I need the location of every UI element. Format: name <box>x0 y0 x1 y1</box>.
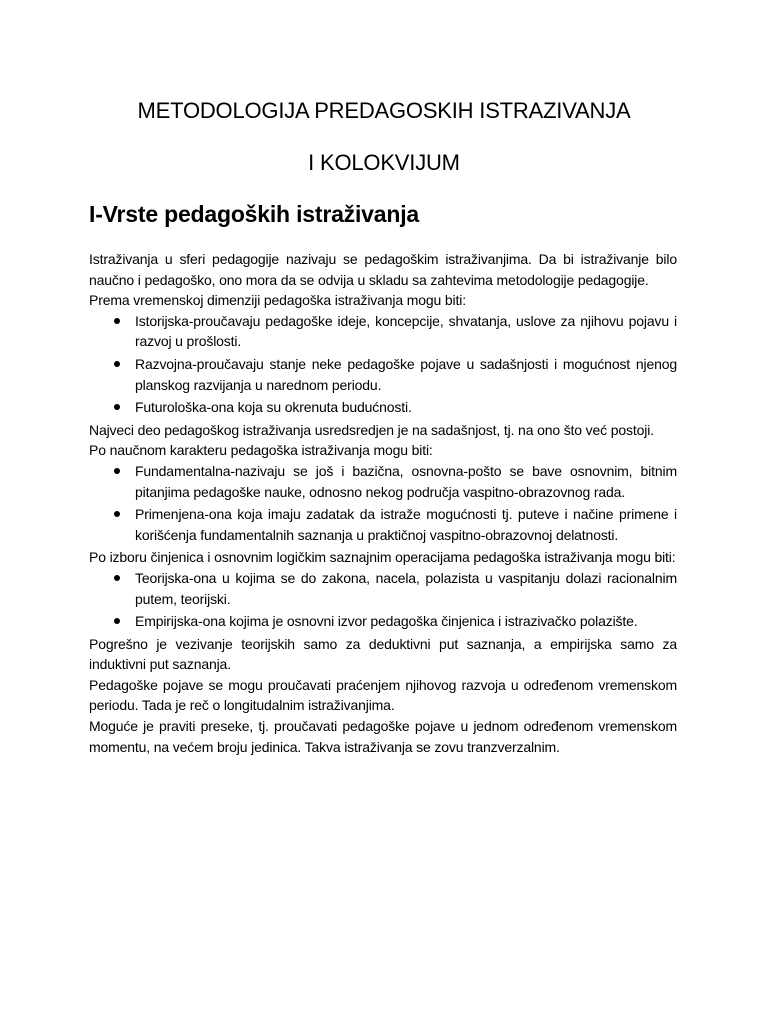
list-item <box>89 504 677 545</box>
scientific-character-list <box>89 461 677 545</box>
list-item-text: Primenjena-ona koja imaju zadatak da istraže mogućnosti tj. puteve i načine primene i korišćenja fundamentalnih saznanja u praktičnoj vaspitno-obrazovnoj delatnosti. <box>135 506 677 543</box>
document-title-line-1: METODOLOGIJA PREDAGOSKIH ISTRAZIVANJA <box>137 98 631 123</box>
list-item-text: Istorijska-proučavaju pedagoške ideje, koncepcije, shvatanja, uslove za njihovu pojavu i razvoj u prošlosti. <box>135 312 677 350</box>
section-heading: I-Vrste pedagoških istraživanja <box>89 201 419 227</box>
list-item <box>89 311 677 352</box>
time-dimension-list <box>89 311 677 418</box>
list-item-text: Futurološka-ona koja su okrenuta budućnosti. <box>135 399 412 416</box>
list-item <box>89 397 677 418</box>
list-item-text: Empirijska-ona kojima je osnovni izvor pedagoška činjenica i istrazivačko polazište. <box>135 613 638 630</box>
list-item-text: Razvojna-proučavaju stanje neke pedagoške pojave u sadašnjosti i mogućnost njenog planskog razvijanja u narednom periodu. <box>135 355 677 393</box>
list-item <box>89 611 677 632</box>
closing-paragraph: Pedagoške pojave se mogu proučavati praćenjem njihovog razvoja u određenom vremenskom periodu. Tada je reč o longitudalnim istraživanjima. <box>89 676 677 714</box>
closing-paragraph: Moguće je praviti preseke, tj. proučavati pedagoške pojave u jednom određenom vremenskom momentu, na većem broju jedinica. Takva istraživanja se zovu tranzverzalnim. <box>89 718 677 755</box>
list-item <box>89 568 677 609</box>
list-item <box>89 461 677 502</box>
list-item-text: Fundamentalna-nazivaju se još i bazična, osnovna-pošto se bave osnovnim, bitnim pitanjima pedagoške nauke, odnosno nekog područja vaspitno-obrazovnog rada. <box>135 462 677 500</box>
bullet-icon <box>114 575 120 581</box>
time-dimension-lead: Prema vremenskoj dimenziji pedagoška istraživanja mogu biti: <box>89 292 466 309</box>
bullet-icon <box>114 404 120 410</box>
scientific-character-lead: Po naučnom karakteru pedagoška istraživanja mogu biti: <box>89 442 433 459</box>
present-note-paragraph: Najveci deo pedagoškog istraživanja usredsredjen je na sadašnjost, tj. na ono što već postoji. <box>89 421 654 438</box>
bullet-icon <box>114 511 120 517</box>
document-title-line-2: I KOLOKVIJUM <box>308 150 460 175</box>
bullet-icon <box>114 318 120 324</box>
document-body <box>89 249 677 757</box>
closing-paragraph: Pogrešno je vezivanje teorijskih samo za deduktivni put saznanja, a empirijska samo za induktivni put saznanja. <box>89 635 677 673</box>
bullet-icon <box>114 468 120 474</box>
fact-selection-lead: Po izboru činjenica i osnovnim logičkim saznajnim operacijama pedagoška istraživanja mogu biti: <box>89 549 676 566</box>
fact-selection-list <box>89 568 677 632</box>
bullet-icon <box>114 361 120 367</box>
bullet-icon <box>114 618 120 624</box>
list-item-text: Teorijska-ona u kojima se do zakona, nacela, polazista u vaspitanju dolazi racionalnim putem, teorijski. <box>135 569 677 607</box>
intro-paragraph: Istraživanja u sferi pedagogije nazivaju se pedagoškim istraživanjima. Da bi istraživanje bilo naučno i pedagoško, ono mora da se odvija u skladu sa zahtevima metodologije pedagogije. <box>89 251 677 288</box>
list-item <box>89 354 677 395</box>
